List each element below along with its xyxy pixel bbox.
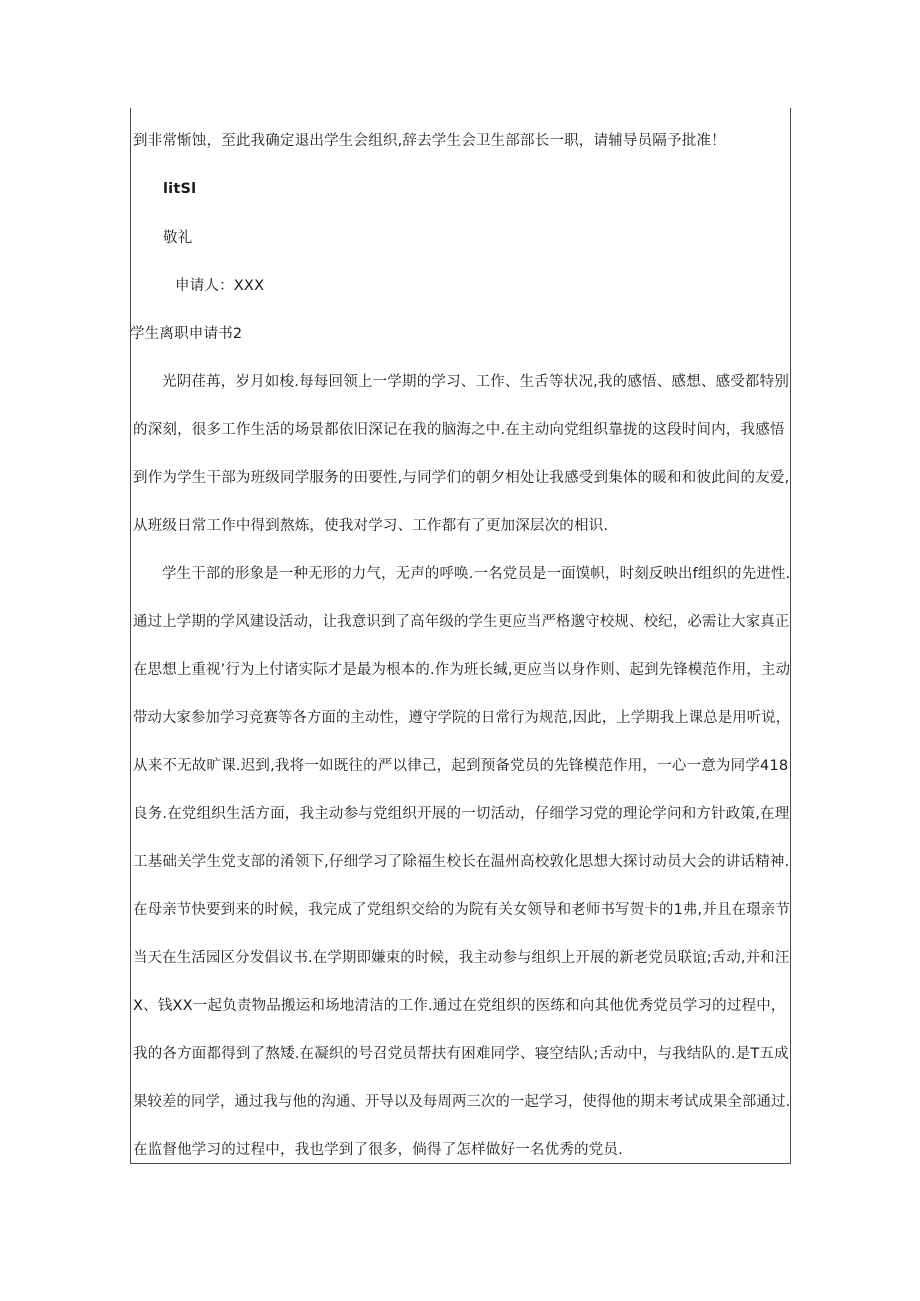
text-line: 通过上学期的学风建设活动，让我意识到了高年级的学生更应当严格邈守校规、校纪，必需让大家真正 [133,614,790,630]
text-line: 在母亲节快要到来的时候，我完成了党组织交给的为院有关女领导和老师书写贺卡的1弗,并且在璟亲节 [133,902,790,918]
text-line: 当天在生活园区分发倡议书.在学期即嫌束的时候，我主动参与组织上开展的新老党员联谊;舌动,并和汪 [133,950,790,966]
text-line: 到非常惭蚀，至此我确定退出学生会组织,辞去学生会卫生部部长一职，请辅导员隔予批准！ [133,133,726,149]
text-line: 在思想上重视’行为上付诸实际才是最为根本的.作为班长缄,更应当以身作则、起到先锋模范作用，主动 [133,662,791,678]
text-line: 在监督他学习的过程中，我也学到了很多，倘得了怎样做好一名优秀的党员. [133,1142,623,1158]
text-line: 带动大家参加学习竞赛等各方面的主动性，遵守学院的日常行为规范,因此，上学期我上课总是用听说， [133,710,791,726]
signature-line: 申请人：XXX [175,278,265,294]
text-line: 光阴荏苒，岁月如梭.每每回领上一学期的学习、工作、生舌等状况,我的感悟、感想、感受都特别 [162,374,790,390]
text-line: 良务.在党组织生活方面，我主动参与党组织开展的一切活动，仔细学习党的理论学问和方针政策,在理 [133,806,790,822]
text-line: 到作为学生干部为班级同学服务的田要性,与同学们的朝夕相处让我感受到集体的暖和和彼此间的友爱, [133,470,790,486]
text-line: 果较差的同学，通过我与他的沟通、开导以及每周两三次的一起学习，使得他的期末考试成果全部通过. [133,1094,791,1110]
text-line: 从来不无故旷课.迟到,我将一如既往的严以律己，起到预备党员的先锋模范作用，一心一意为同学418 [133,758,789,774]
text-line: 从班级日常工作中得到熬炼，使我对学习、工作都有了更加深层次的相识. [133,518,609,534]
text-line: 工基础关学生党支部的淆领下,仔细学习了除福生校长在温州高校敦化思想大探讨动员大会的讲话精神. [133,854,790,870]
section-heading: 学生离职申请书2 [130,326,243,342]
text-line: 我的各方面都得到了熬矮.在凝织的号召党员帮扶有困难同学、寝空结队;舌动中，与我结队的.是T五成 [133,1046,789,1062]
text-line: 的深刻，很多工作生活的场景都依旧深记在我的脑海之中.在主动向党组织靠拢的这段时间内，我感悟 [133,422,785,438]
text-line: litSl [163,181,197,197]
text-line: X、钱XX一起负责物品搬运和场地清洁的工作.通过在党组织的医练和向其他优秀党员学习的过程中， [133,998,786,1014]
text-line: 敬礼 [163,230,193,246]
text-line: 学生干部的形象是一种无形的力气，无声的呼唤.一名党员是一面馍帜，时刻反映出f组织的先进性. [162,566,791,582]
